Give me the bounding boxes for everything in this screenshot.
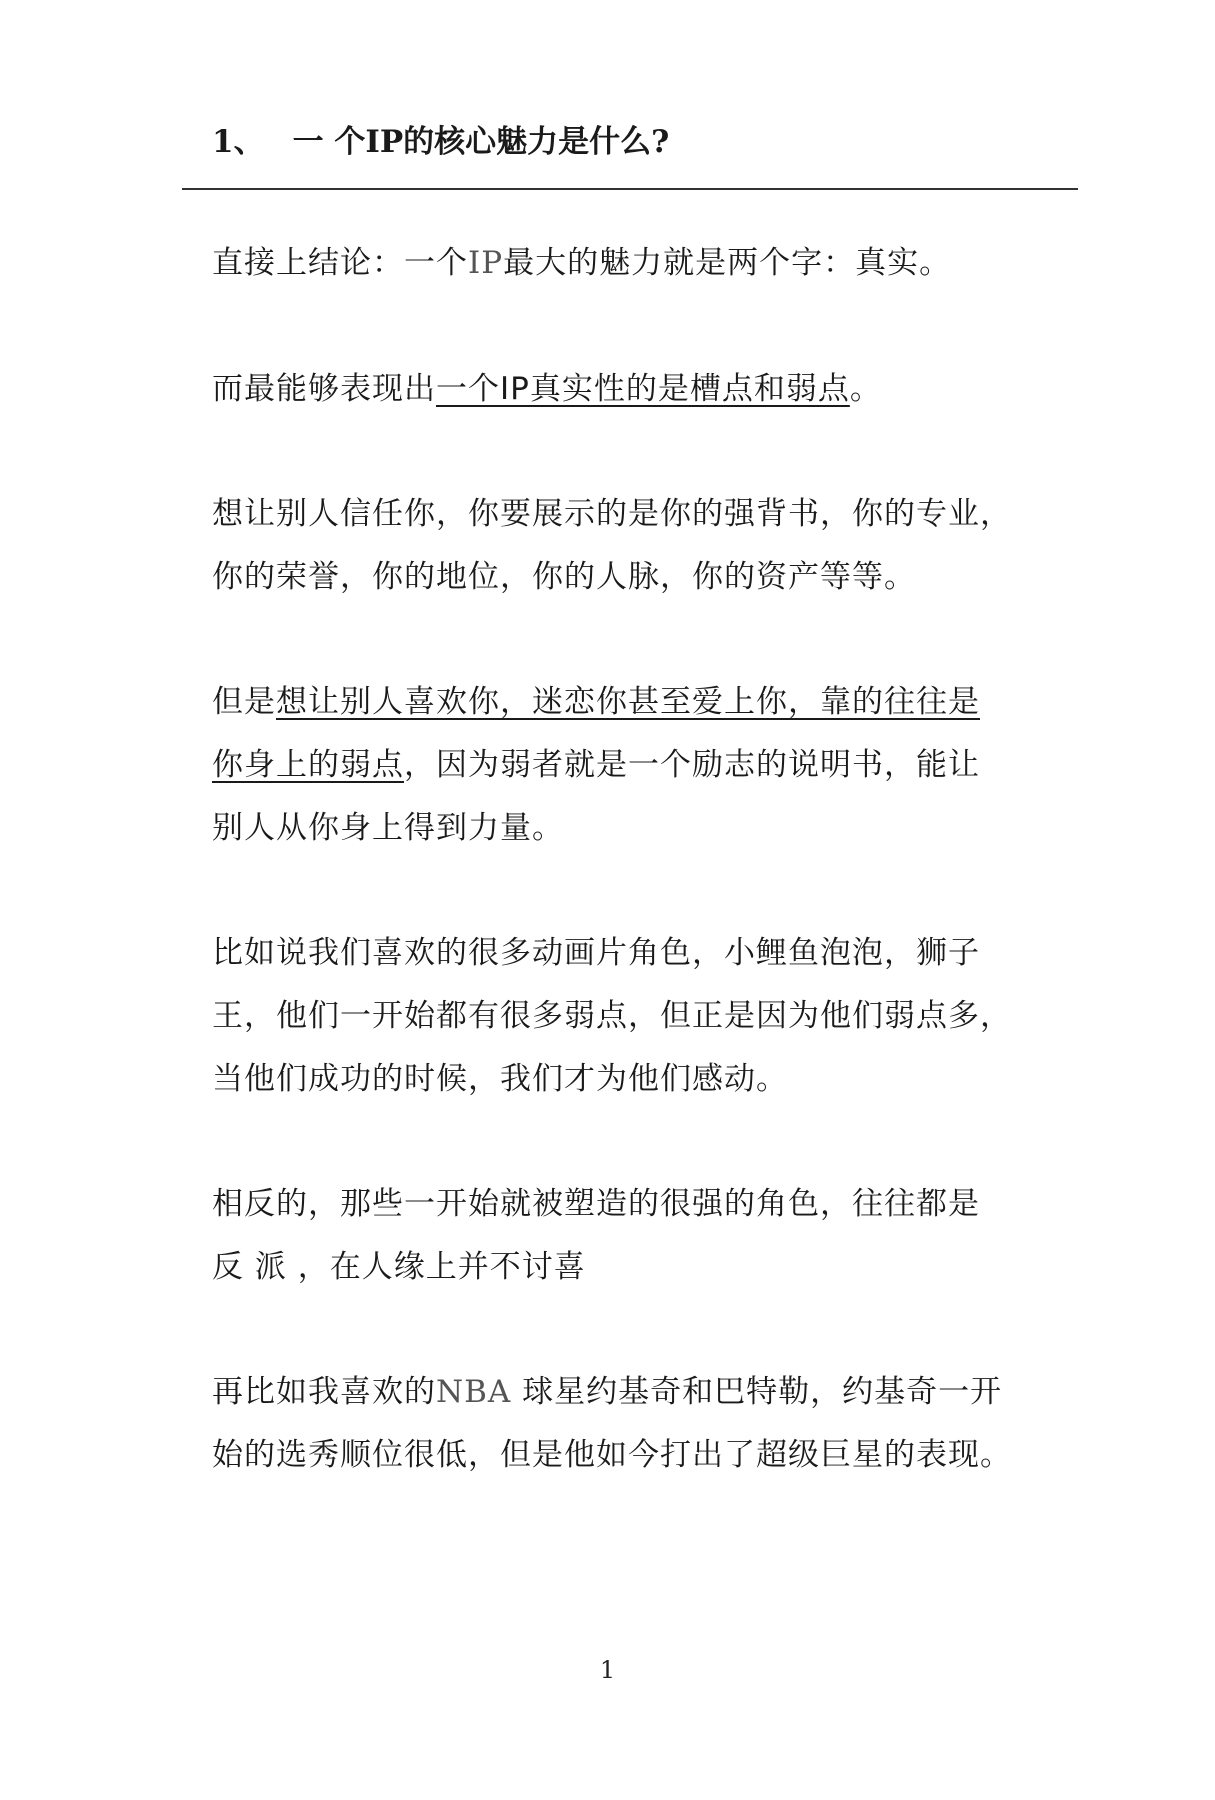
text-run: 。: [849, 371, 882, 407]
paragraph-line: 别人从你身上得到力量。: [212, 810, 564, 846]
text-run: 而最能够表现出: [212, 371, 436, 407]
paragraph-line: [212, 671, 1092, 734]
paragraph-line: 当他们成功的时候，我们才为他们感动。: [212, 1061, 788, 1097]
heading-number: 1、: [212, 124, 265, 160]
text-run: 球星约基奇和巴特勒，约基奇一开: [511, 1374, 1003, 1410]
paragraph-line: 比如说我们喜欢的很多动画片角色，小鲤鱼泡泡，狮子: [212, 935, 980, 971]
paragraph-trust: [212, 483, 1092, 609]
text-run: 再比如我喜欢的: [212, 1374, 436, 1410]
text-run-latin: IP: [468, 245, 504, 281]
page-number: 1: [599, 1656, 616, 1684]
paragraph-line: 想让别人信任你，你要展示的是你的强背书，你的专业，: [212, 496, 1012, 532]
paragraph-conclusion: [212, 232, 1092, 295]
underlined-text: 想让别人喜欢你，迷恋你甚至爱上你，靠的往往是: [276, 684, 980, 720]
heading-divider: [182, 188, 1078, 190]
paragraph-line: 始的选秀顺位很低，但是他如今打出了超级巨星的表现。: [212, 1437, 1012, 1473]
underlined-text: 你身上的弱点: [212, 747, 404, 783]
paragraph-line: 你的荣誉，你的地位，你的人脉，你的资产等等。: [212, 559, 916, 595]
paragraph-line: [212, 232, 1092, 295]
text-run: 最大的魅力就是两个字：真实。: [503, 245, 952, 281]
paragraph-line: 反 派 ，在人缘上并不讨喜: [212, 1249, 586, 1285]
text-run-latin: NBA: [436, 1374, 512, 1410]
text-run: 但是: [212, 684, 276, 720]
paragraph-line: [212, 358, 1092, 421]
paragraph-line: [212, 734, 1092, 797]
paragraph-cartoon-examples: [212, 922, 1092, 1111]
paragraph-line: 相反的，那些一开始就被塑造的很强的角色，往往都是: [212, 1186, 980, 1222]
underlined-text: 一个IP真实性的是槽点和弱点: [436, 371, 850, 407]
text-run: ，因为弱者就是一个励志的说明书，能让: [404, 747, 980, 783]
text-run: 直接上结论：一个: [212, 245, 468, 281]
heading-title: 一 个IP的核心魅力是什么?: [292, 124, 670, 160]
paragraph-strong-characters: [212, 1173, 1092, 1299]
paragraph-line: 王，他们一开始都有很多弱点，但正是因为他们弱点多，: [212, 998, 1012, 1034]
paragraph-nba-example: [212, 1361, 1092, 1487]
paragraph-authenticity: [212, 358, 1092, 421]
paragraph-weakness: [212, 671, 1092, 860]
section-heading: [212, 122, 669, 162]
paragraph-line: [212, 1361, 1092, 1424]
